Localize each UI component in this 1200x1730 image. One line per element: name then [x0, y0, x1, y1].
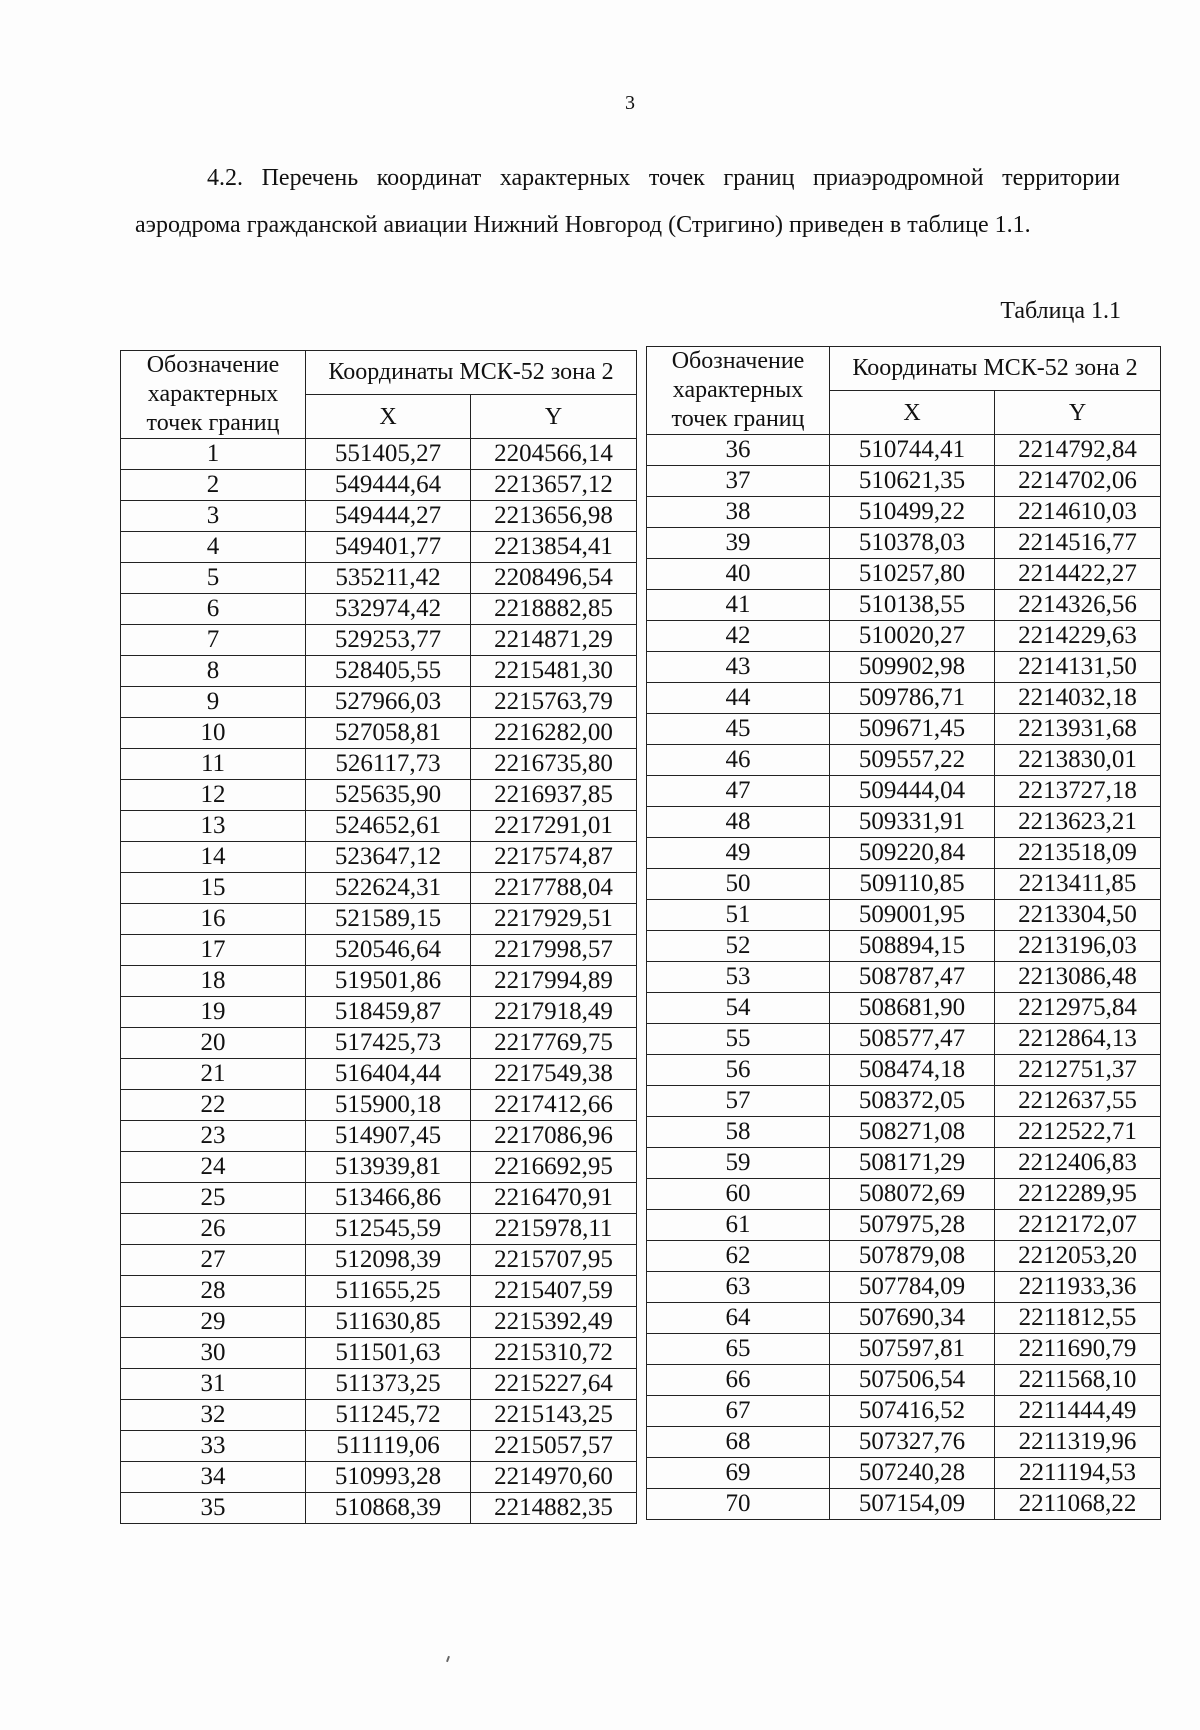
- y-coordinate-cell: 2211568,10: [995, 1365, 1161, 1396]
- point-number-cell: 14: [121, 842, 306, 873]
- x-coordinate-cell: 549401,77: [306, 532, 471, 563]
- point-number-cell: 60: [647, 1179, 830, 1210]
- point-number-cell: 17: [121, 935, 306, 966]
- table-row: [121, 1369, 637, 1400]
- y-coordinate-cell: 2217998,57: [471, 935, 637, 966]
- table-row: [121, 1400, 637, 1431]
- x-coordinate-cell: 507690,34: [830, 1303, 995, 1334]
- table-row: [647, 1427, 1161, 1458]
- table-caption: Таблица 1.1: [1000, 298, 1121, 324]
- y-coordinate-cell: 2215227,64: [471, 1369, 637, 1400]
- x-coordinate-cell: 523647,12: [306, 842, 471, 873]
- y-coordinate-cell: 2213623,21: [995, 807, 1161, 838]
- x-coordinate-cell: 549444,64: [306, 470, 471, 501]
- table-row: [647, 807, 1161, 838]
- y-coordinate-cell: 2217994,89: [471, 966, 637, 997]
- point-number-cell: 19: [121, 997, 306, 1028]
- point-number-cell: 12: [121, 780, 306, 811]
- x-coordinate-cell: 508787,47: [830, 962, 995, 993]
- y-coordinate-cell: 2213411,85: [995, 869, 1161, 900]
- x-coordinate-cell: 508372,05: [830, 1086, 995, 1117]
- table-row: [121, 501, 637, 532]
- point-number-cell: 1: [121, 439, 306, 470]
- point-number-cell: 2: [121, 470, 306, 501]
- x-coordinate-cell: 510621,35: [830, 466, 995, 497]
- y-coordinate-cell: 2214032,18: [995, 683, 1161, 714]
- y-coordinate-cell: 2204566,14: [471, 439, 637, 470]
- x-coordinate-cell: 509557,22: [830, 745, 995, 776]
- table-row: [647, 869, 1161, 900]
- y-coordinate-cell: 2211194,53: [995, 1458, 1161, 1489]
- x-coordinate-cell: 507506,54: [830, 1365, 995, 1396]
- point-number-cell: 41: [647, 590, 830, 621]
- x-coordinate-cell: 510868,39: [306, 1493, 471, 1524]
- y-coordinate-cell: 2215763,79: [471, 687, 637, 718]
- table-row: [647, 1396, 1161, 1427]
- y-coordinate-cell: 2213304,50: [995, 900, 1161, 931]
- point-number-cell: 26: [121, 1214, 306, 1245]
- table-row: [121, 594, 637, 625]
- y-coordinate-cell: 2212975,84: [995, 993, 1161, 1024]
- point-number-cell: 47: [647, 776, 830, 807]
- table-row: [121, 656, 637, 687]
- table-row: [647, 1086, 1161, 1117]
- table-row: [121, 749, 637, 780]
- y-coordinate-cell: 2212864,13: [995, 1024, 1161, 1055]
- y-coordinate-cell: 2214516,77: [995, 528, 1161, 559]
- y-coordinate-cell: 2212289,95: [995, 1179, 1161, 1210]
- table-row: [121, 1245, 637, 1276]
- point-number-cell: 33: [121, 1431, 306, 1462]
- header-x: X: [306, 395, 471, 439]
- table-row: [121, 1338, 637, 1369]
- x-coordinate-cell: 532974,42: [306, 594, 471, 625]
- y-coordinate-cell: 2216735,80: [471, 749, 637, 780]
- table-row: [647, 590, 1161, 621]
- table-row: [647, 1334, 1161, 1365]
- y-coordinate-cell: 2211690,79: [995, 1334, 1161, 1365]
- point-number-cell: 61: [647, 1210, 830, 1241]
- y-coordinate-cell: 2216692,95: [471, 1152, 637, 1183]
- point-number-cell: 70: [647, 1489, 830, 1520]
- y-coordinate-cell: 2216937,85: [471, 780, 637, 811]
- point-number-cell: 54: [647, 993, 830, 1024]
- point-number-cell: 40: [647, 559, 830, 590]
- table-row: [121, 1059, 637, 1090]
- x-coordinate-cell: 525635,90: [306, 780, 471, 811]
- table-row: [121, 780, 637, 811]
- y-coordinate-cell: 2216470,91: [471, 1183, 637, 1214]
- x-coordinate-cell: 527966,03: [306, 687, 471, 718]
- x-coordinate-cell: 524652,61: [306, 811, 471, 842]
- table-row: [647, 1055, 1161, 1086]
- table-row: [647, 962, 1161, 993]
- y-coordinate-cell: 2214229,63: [995, 621, 1161, 652]
- point-number-cell: 28: [121, 1276, 306, 1307]
- x-coordinate-cell: 507975,28: [830, 1210, 995, 1241]
- x-coordinate-cell: 510993,28: [306, 1462, 471, 1493]
- table-row: [647, 745, 1161, 776]
- point-number-cell: 34: [121, 1462, 306, 1493]
- point-number-cell: 67: [647, 1396, 830, 1427]
- point-number-cell: 49: [647, 838, 830, 869]
- point-number-cell: 6: [121, 594, 306, 625]
- x-coordinate-cell: 511630,85: [306, 1307, 471, 1338]
- point-number-cell: 46: [647, 745, 830, 776]
- y-coordinate-cell: 2213830,01: [995, 745, 1161, 776]
- x-coordinate-cell: 507879,08: [830, 1241, 995, 1272]
- table-row: [647, 1303, 1161, 1334]
- point-number-cell: 45: [647, 714, 830, 745]
- x-coordinate-cell: 511655,25: [306, 1276, 471, 1307]
- point-number-cell: 30: [121, 1338, 306, 1369]
- x-coordinate-cell: 508474,18: [830, 1055, 995, 1086]
- x-coordinate-cell: 509110,85: [830, 869, 995, 900]
- y-coordinate-cell: 2211068,22: [995, 1489, 1161, 1520]
- x-coordinate-cell: 512545,59: [306, 1214, 471, 1245]
- x-coordinate-cell: 517425,73: [306, 1028, 471, 1059]
- table-row: [647, 1179, 1161, 1210]
- y-coordinate-cell: 2217549,38: [471, 1059, 637, 1090]
- header-point-designation: Обозначение характерных точек границ: [647, 347, 830, 435]
- x-coordinate-cell: 510138,55: [830, 590, 995, 621]
- table-row: [121, 1183, 637, 1214]
- table-row: [647, 466, 1161, 497]
- x-coordinate-cell: 514907,45: [306, 1121, 471, 1152]
- point-number-cell: 5: [121, 563, 306, 594]
- y-coordinate-cell: 2211812,55: [995, 1303, 1161, 1334]
- x-coordinate-cell: 510020,27: [830, 621, 995, 652]
- x-coordinate-cell: 507784,09: [830, 1272, 995, 1303]
- point-number-cell: 7: [121, 625, 306, 656]
- x-coordinate-cell: 509902,98: [830, 652, 995, 683]
- y-coordinate-cell: 2215978,11: [471, 1214, 637, 1245]
- table-row: [647, 931, 1161, 962]
- point-number-cell: 4: [121, 532, 306, 563]
- y-coordinate-cell: 2214792,84: [995, 435, 1161, 466]
- table-row: [647, 838, 1161, 869]
- y-coordinate-cell: 2214326,56: [995, 590, 1161, 621]
- x-coordinate-cell: 526117,73: [306, 749, 471, 780]
- table-row: [121, 935, 637, 966]
- point-number-cell: 9: [121, 687, 306, 718]
- table-row: [647, 652, 1161, 683]
- table-row: [647, 1458, 1161, 1489]
- y-coordinate-cell: 2214422,27: [995, 559, 1161, 590]
- point-number-cell: 51: [647, 900, 830, 931]
- y-coordinate-cell: 2212172,07: [995, 1210, 1161, 1241]
- x-coordinate-cell: 513939,81: [306, 1152, 471, 1183]
- table-row: [121, 439, 637, 470]
- x-coordinate-cell: 551405,27: [306, 439, 471, 470]
- point-number-cell: 69: [647, 1458, 830, 1489]
- point-number-cell: 10: [121, 718, 306, 749]
- x-coordinate-cell: 511373,25: [306, 1369, 471, 1400]
- table-row: [647, 1210, 1161, 1241]
- point-number-cell: 63: [647, 1272, 830, 1303]
- point-number-cell: 23: [121, 1121, 306, 1152]
- table-row: [121, 718, 637, 749]
- x-coordinate-cell: 510257,80: [830, 559, 995, 590]
- y-coordinate-cell: 2214882,35: [471, 1493, 637, 1524]
- y-coordinate-cell: 2218882,85: [471, 594, 637, 625]
- table-row: [647, 714, 1161, 745]
- x-coordinate-cell: 508894,15: [830, 931, 995, 962]
- point-number-cell: 20: [121, 1028, 306, 1059]
- x-coordinate-cell: 509001,95: [830, 900, 995, 931]
- y-coordinate-cell: 2217918,49: [471, 997, 637, 1028]
- point-number-cell: 62: [647, 1241, 830, 1272]
- x-coordinate-cell: 509786,71: [830, 683, 995, 714]
- y-coordinate-cell: 2215481,30: [471, 656, 637, 687]
- y-coordinate-cell: 2217086,96: [471, 1121, 637, 1152]
- y-coordinate-cell: 2211933,36: [995, 1272, 1161, 1303]
- x-coordinate-cell: 528405,55: [306, 656, 471, 687]
- y-coordinate-cell: 2215143,25: [471, 1400, 637, 1431]
- x-coordinate-cell: 509444,04: [830, 776, 995, 807]
- point-number-cell: 53: [647, 962, 830, 993]
- x-coordinate-cell: 508171,29: [830, 1148, 995, 1179]
- table-row: [121, 625, 637, 656]
- table-row: [121, 1090, 637, 1121]
- x-coordinate-cell: 535211,42: [306, 563, 471, 594]
- point-number-cell: 64: [647, 1303, 830, 1334]
- table-row: [121, 1152, 637, 1183]
- x-coordinate-cell: 511501,63: [306, 1338, 471, 1369]
- point-number-cell: 65: [647, 1334, 830, 1365]
- table-row: [647, 993, 1161, 1024]
- x-coordinate-cell: 508681,90: [830, 993, 995, 1024]
- point-number-cell: 8: [121, 656, 306, 687]
- point-number-cell: 18: [121, 966, 306, 997]
- y-coordinate-cell: 2215392,49: [471, 1307, 637, 1338]
- point-number-cell: 56: [647, 1055, 830, 1086]
- point-number-cell: 25: [121, 1183, 306, 1214]
- point-number-cell: 21: [121, 1059, 306, 1090]
- y-coordinate-cell: 2213518,09: [995, 838, 1161, 869]
- y-coordinate-cell: 2215707,95: [471, 1245, 637, 1276]
- table-row: [647, 528, 1161, 559]
- point-number-cell: 27: [121, 1245, 306, 1276]
- table-row: [647, 683, 1161, 714]
- y-coordinate-cell: 2213854,41: [471, 532, 637, 563]
- point-number-cell: 37: [647, 466, 830, 497]
- point-number-cell: 13: [121, 811, 306, 842]
- scan-speck: [446, 1656, 450, 1662]
- table-row: [647, 497, 1161, 528]
- x-coordinate-cell: 510378,03: [830, 528, 995, 559]
- point-number-cell: 3: [121, 501, 306, 532]
- table-row: [121, 811, 637, 842]
- x-coordinate-cell: 507154,09: [830, 1489, 995, 1520]
- page-number: 3: [625, 92, 635, 114]
- table-row: [121, 563, 637, 594]
- x-coordinate-cell: 527058,81: [306, 718, 471, 749]
- table-row: [121, 1493, 637, 1524]
- y-coordinate-cell: 2214702,06: [995, 466, 1161, 497]
- x-coordinate-cell: 518459,87: [306, 997, 471, 1028]
- point-number-cell: 32: [121, 1400, 306, 1431]
- point-number-cell: 11: [121, 749, 306, 780]
- x-coordinate-cell: 510499,22: [830, 497, 995, 528]
- y-coordinate-cell: 2214970,60: [471, 1462, 637, 1493]
- y-coordinate-cell: 2217291,01: [471, 811, 637, 842]
- y-coordinate-cell: 2217574,87: [471, 842, 637, 873]
- table-row: [647, 1241, 1161, 1272]
- x-coordinate-cell: 510744,41: [830, 435, 995, 466]
- header-coordinates: Координаты МСК-52 зона 2: [306, 351, 637, 395]
- point-number-cell: 42: [647, 621, 830, 652]
- point-number-cell: 48: [647, 807, 830, 838]
- header-coordinates: Координаты МСК-52 зона 2: [830, 347, 1161, 391]
- y-coordinate-cell: 2213196,03: [995, 931, 1161, 962]
- point-number-cell: 16: [121, 904, 306, 935]
- x-coordinate-cell: 515900,18: [306, 1090, 471, 1121]
- header-x: X: [830, 391, 995, 435]
- table-row: [121, 470, 637, 501]
- point-number-cell: 50: [647, 869, 830, 900]
- y-coordinate-cell: 2215057,57: [471, 1431, 637, 1462]
- x-coordinate-cell: 511245,72: [306, 1400, 471, 1431]
- x-coordinate-cell: 508072,69: [830, 1179, 995, 1210]
- y-coordinate-cell: 2212406,83: [995, 1148, 1161, 1179]
- point-number-cell: 38: [647, 497, 830, 528]
- point-number-cell: 22: [121, 1090, 306, 1121]
- y-coordinate-cell: 2215310,72: [471, 1338, 637, 1369]
- y-coordinate-cell: 2217788,04: [471, 873, 637, 904]
- y-coordinate-cell: 2213931,68: [995, 714, 1161, 745]
- y-coordinate-cell: 2216282,00: [471, 718, 637, 749]
- y-coordinate-cell: 2212522,71: [995, 1117, 1161, 1148]
- x-coordinate-cell: 529253,77: [306, 625, 471, 656]
- x-coordinate-cell: 521589,15: [306, 904, 471, 935]
- y-coordinate-cell: 2213657,12: [471, 470, 637, 501]
- y-coordinate-cell: 2213656,98: [471, 501, 637, 532]
- table-row: [121, 904, 637, 935]
- table-row: [647, 435, 1161, 466]
- y-coordinate-cell: 2217412,66: [471, 1090, 637, 1121]
- table-row: [647, 1272, 1161, 1303]
- table-row: [121, 997, 637, 1028]
- y-coordinate-cell: 2215407,59: [471, 1276, 637, 1307]
- x-coordinate-cell: 522624,31: [306, 873, 471, 904]
- y-coordinate-cell: 2211319,96: [995, 1427, 1161, 1458]
- x-coordinate-cell: 507240,28: [830, 1458, 995, 1489]
- point-number-cell: 52: [647, 931, 830, 962]
- x-coordinate-cell: 516404,44: [306, 1059, 471, 1090]
- y-coordinate-cell: 2214131,50: [995, 652, 1161, 683]
- coordinates-table-left: [120, 350, 637, 1524]
- point-number-cell: 39: [647, 528, 830, 559]
- y-coordinate-cell: 2214610,03: [995, 497, 1161, 528]
- x-coordinate-cell: 509220,84: [830, 838, 995, 869]
- point-number-cell: 24: [121, 1152, 306, 1183]
- x-coordinate-cell: 507327,76: [830, 1427, 995, 1458]
- table-row: [647, 1489, 1161, 1520]
- table-row: [647, 1148, 1161, 1179]
- x-coordinate-cell: 508271,08: [830, 1117, 995, 1148]
- table-row: [121, 842, 637, 873]
- point-number-cell: 66: [647, 1365, 830, 1396]
- x-coordinate-cell: 511119,06: [306, 1431, 471, 1462]
- y-coordinate-cell: 2212637,55: [995, 1086, 1161, 1117]
- point-number-cell: 59: [647, 1148, 830, 1179]
- header-y: Y: [471, 395, 637, 439]
- table-row: [647, 900, 1161, 931]
- x-coordinate-cell: 512098,39: [306, 1245, 471, 1276]
- y-coordinate-cell: 2208496,54: [471, 563, 637, 594]
- point-number-cell: 55: [647, 1024, 830, 1055]
- y-coordinate-cell: 2211444,49: [995, 1396, 1161, 1427]
- x-coordinate-cell: 513466,86: [306, 1183, 471, 1214]
- x-coordinate-cell: 520546,64: [306, 935, 471, 966]
- x-coordinate-cell: 549444,27: [306, 501, 471, 532]
- y-coordinate-cell: 2213727,18: [995, 776, 1161, 807]
- point-number-cell: 15: [121, 873, 306, 904]
- header-point-designation: Обозначение характерных точек границ: [121, 351, 306, 439]
- point-number-cell: 29: [121, 1307, 306, 1338]
- table-row: [121, 966, 637, 997]
- x-coordinate-cell: 509671,45: [830, 714, 995, 745]
- x-coordinate-cell: 507416,52: [830, 1396, 995, 1427]
- x-coordinate-cell: 519501,86: [306, 966, 471, 997]
- table-row: [121, 532, 637, 563]
- table-row: [647, 1117, 1161, 1148]
- table-row: [121, 1431, 637, 1462]
- table-row: [647, 621, 1161, 652]
- table-row: [121, 1121, 637, 1152]
- table-row: [121, 1028, 637, 1059]
- table-row: [647, 776, 1161, 807]
- table-row: [647, 1024, 1161, 1055]
- y-coordinate-cell: 2214871,29: [471, 625, 637, 656]
- x-coordinate-cell: 509331,91: [830, 807, 995, 838]
- table-row: [121, 1307, 637, 1338]
- y-coordinate-cell: 2217929,51: [471, 904, 637, 935]
- point-number-cell: 57: [647, 1086, 830, 1117]
- table-row: [647, 559, 1161, 590]
- table-row: [121, 873, 637, 904]
- x-coordinate-cell: 507597,81: [830, 1334, 995, 1365]
- table-row: [121, 687, 637, 718]
- y-coordinate-cell: 2212053,20: [995, 1241, 1161, 1272]
- table-row: [121, 1214, 637, 1245]
- x-coordinate-cell: 508577,47: [830, 1024, 995, 1055]
- table-row: [121, 1462, 637, 1493]
- intro-paragraph: 4.2. Перечень координат характерных точек границ приаэродромной территории аэродрома гражданской авиации Нижний Новгород (Стригино) приведен в таблице 1.1.: [135, 165, 1120, 238]
- y-coordinate-cell: 2212751,37: [995, 1055, 1161, 1086]
- point-number-cell: 58: [647, 1117, 830, 1148]
- point-number-cell: 36: [647, 435, 830, 466]
- table-row: [121, 1276, 637, 1307]
- point-number-cell: 43: [647, 652, 830, 683]
- point-number-cell: 35: [121, 1493, 306, 1524]
- y-coordinate-cell: 2217769,75: [471, 1028, 637, 1059]
- point-number-cell: 31: [121, 1369, 306, 1400]
- y-coordinate-cell: 2213086,48: [995, 962, 1161, 993]
- point-number-cell: 44: [647, 683, 830, 714]
- point-number-cell: 68: [647, 1427, 830, 1458]
- table-row: [647, 1365, 1161, 1396]
- header-y: Y: [995, 391, 1161, 435]
- coordinates-table-right: [646, 346, 1161, 1520]
